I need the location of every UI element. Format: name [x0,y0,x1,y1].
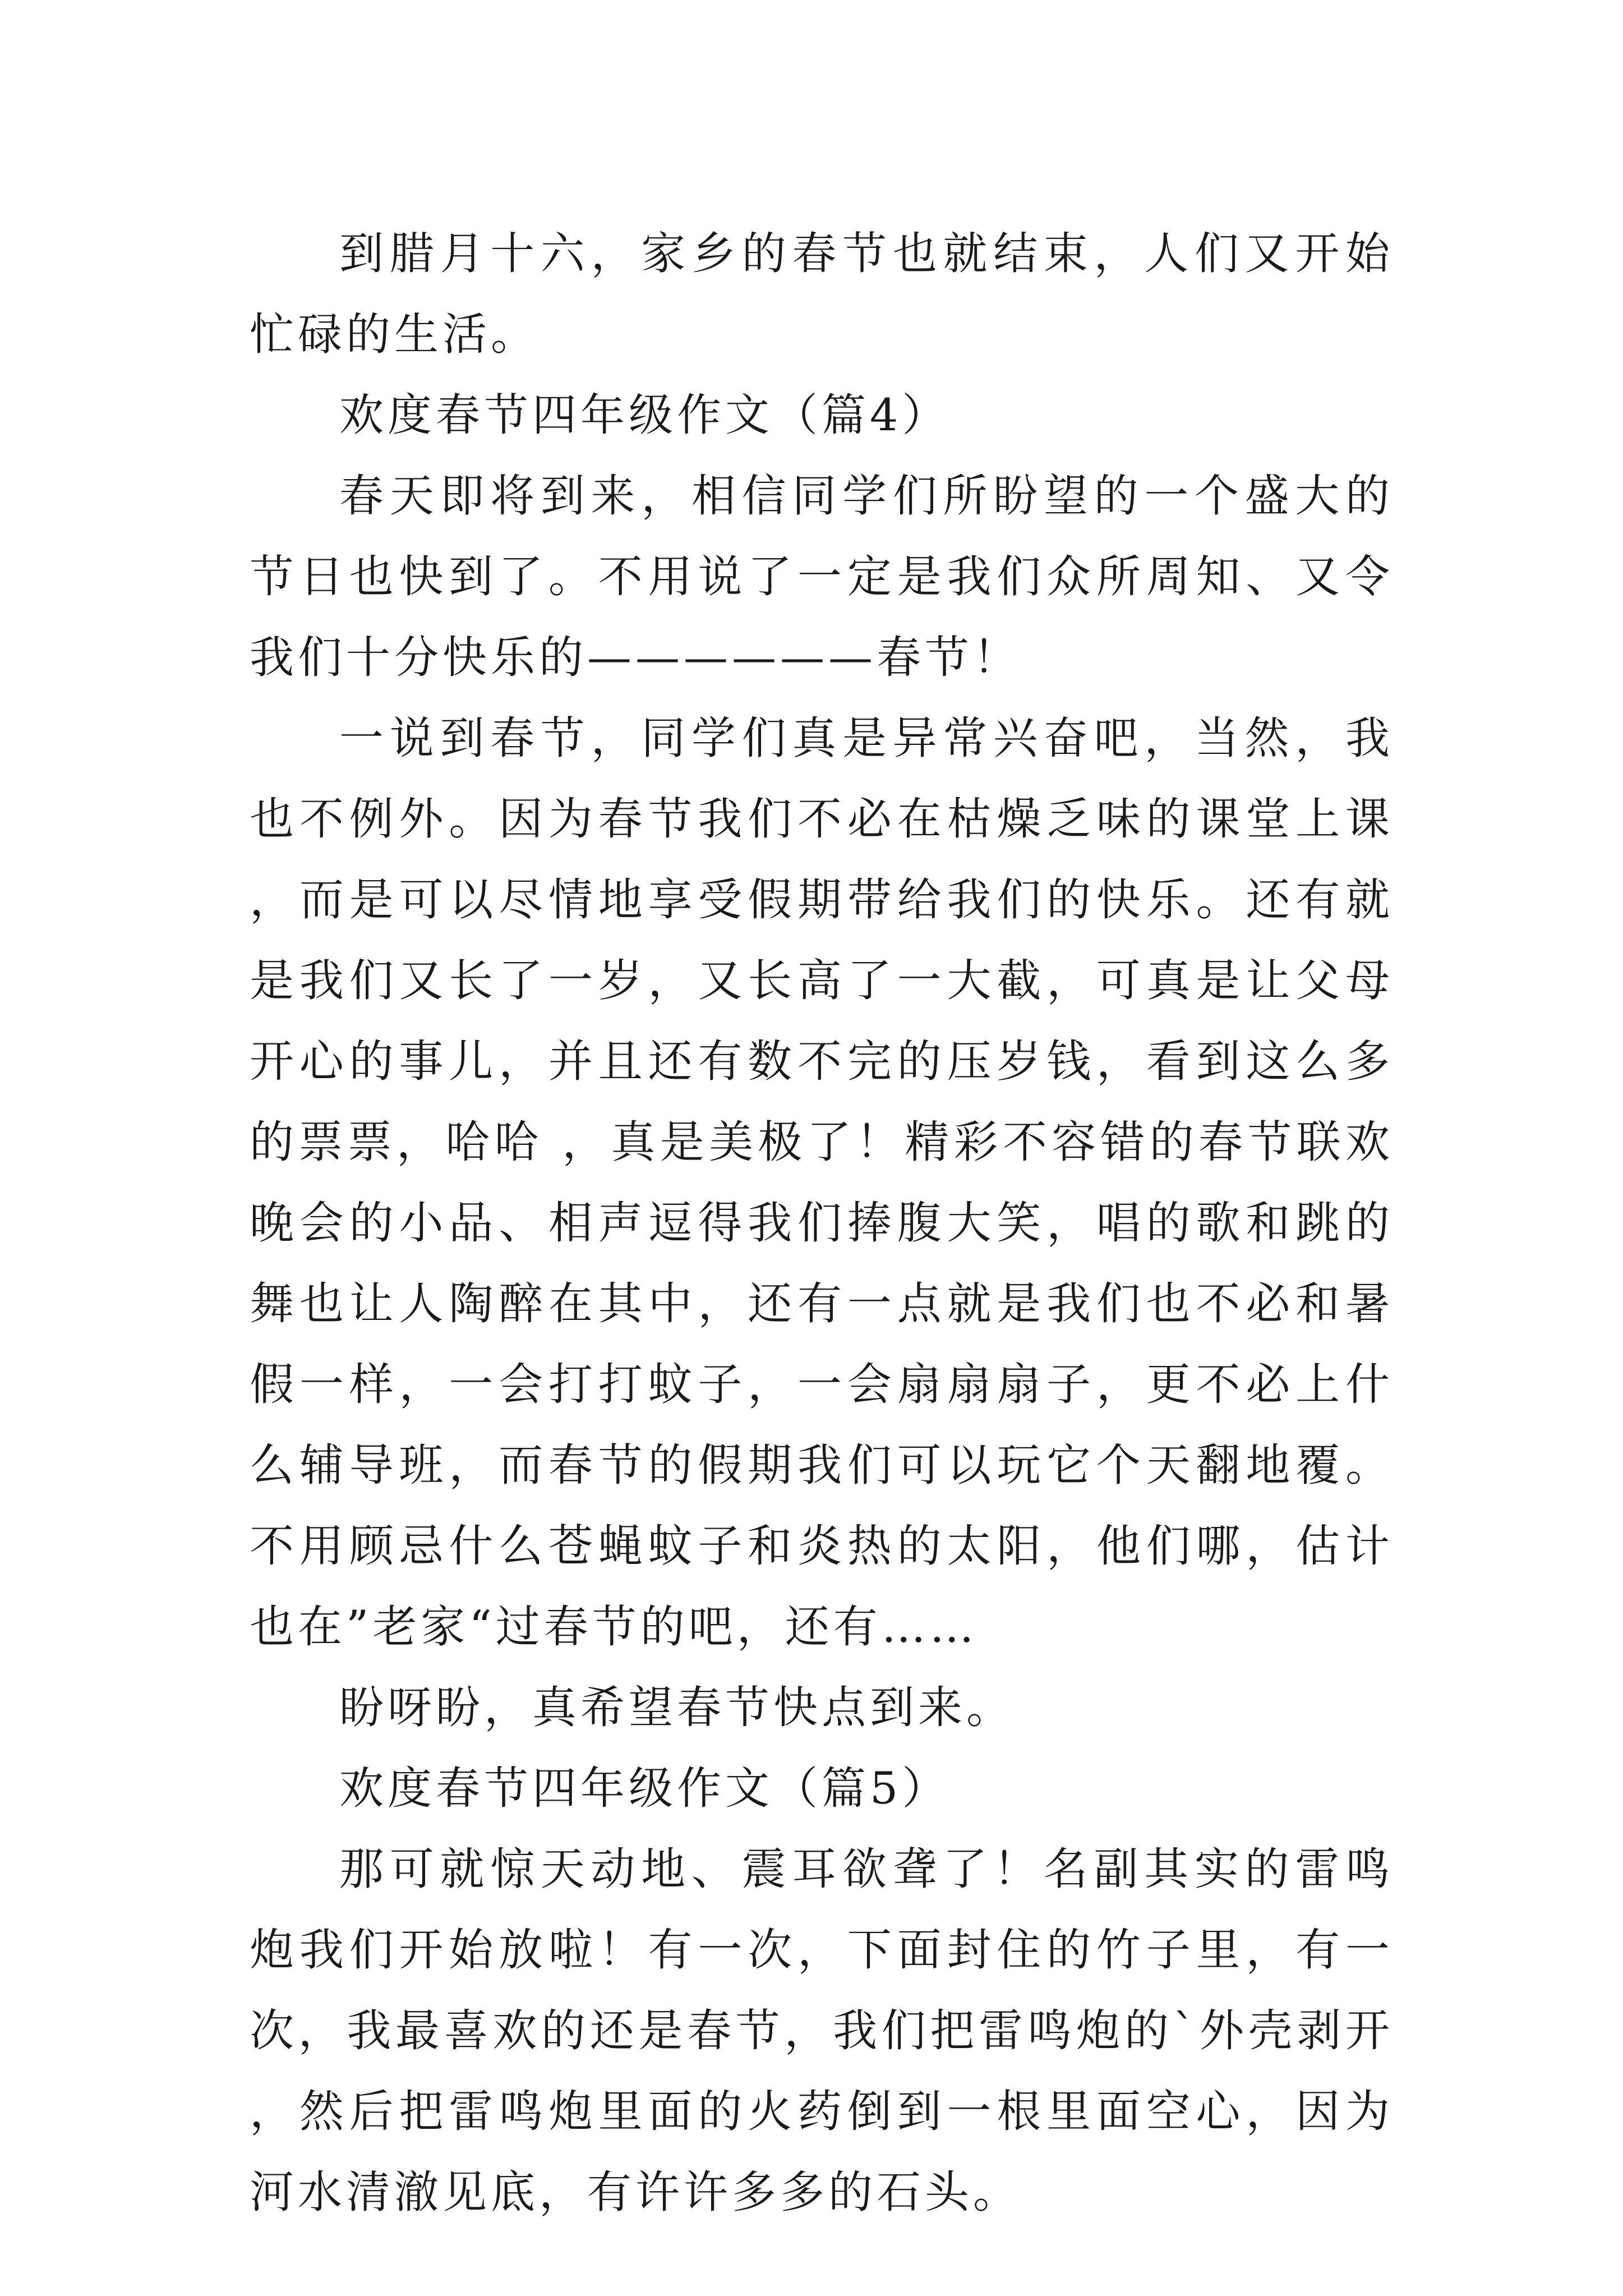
section-heading-4: 欢度春节四年级作文（篇4） [339,389,951,441]
paragraph-spring-coming: 春天即将到来，相信同学们所盼望的一个盛大的节日也快到了。不用说了一定是我们众所周知、又令我们十分快乐的——————春节！ [250,470,1394,683]
paragraph-holiday-joys: 一说到春节，同学们真是异常兴奋吧，当然，我也不例外。因为春节我们不必在枯燥乏味的课堂上课，而是可以尽情地享受假期带给我们的快乐。还有就是我们又长了一岁，又长高了一大截，可真是让父母开心的事儿，并且还有数不完的压岁钱，看到这么多的票票，哈哈 ，真是美极了！精彩不容错的春节联欢晚会的小品、相声逗得我们捧腹大笑，唱的歌和跳的舞也让人陶醉在其中，还有一点就是我们也不必和暑假一样，一会打打蚊子，一会扇扇扇子，更不必上什么辅导班，而春节的假期我们可以玩它个天翻地覆。不用顾忌什么苍蝇蚊子和炎热的太阳，他们哪，估计也在”老家“过春节的吧，还有…… [250,712,1394,1653]
section-heading-5: 欢度春节四年级作文（篇5） [339,1763,951,1814]
paragraph-firecrackers: 那可就惊天动地、震耳欲聋了！名副其实的雷鸣炮我们开始放啦！有一次，下面封住的竹子里，有一次，我最喜欢的还是春节，我们把雷鸣炮的`外壳剥开，然后把雷鸣炮里面的火药倒到一根里面空心，因为河水清澈见底，有许许多多的石头。 [250,1843,1394,2218]
document-body [250,213,1394,2233]
paragraph-looking-forward: 盼呀盼，真希望春节快点到来。 [339,1682,1015,1733]
paragraph-festival-end: 到腊月十六，家乡的春节也就结束，人们又开始忙碌的生活。 [250,228,1394,360]
